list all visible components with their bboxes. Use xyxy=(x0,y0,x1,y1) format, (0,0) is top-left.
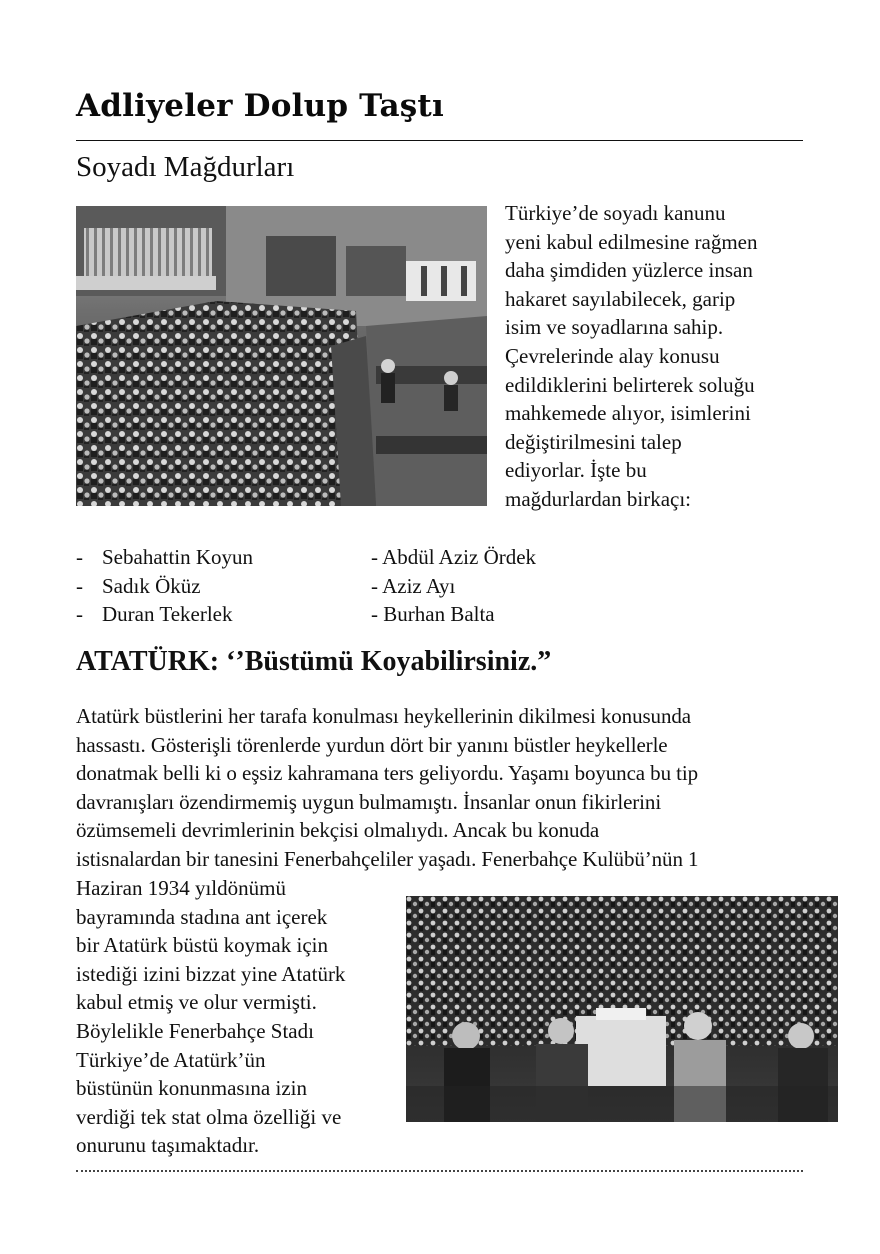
intro-line: Çevrelerinde alay konusu xyxy=(505,343,720,368)
body-line: Böylelikle Fenerbahçe Stadı xyxy=(76,1018,314,1043)
intro-line: yeni kabul edilmesine rağmen xyxy=(505,229,758,254)
list-item xyxy=(76,543,253,572)
list-item xyxy=(371,572,536,601)
body-line: Atatürk büstlerini her tarafa konulması heykellerinin dikilmesi konusunda xyxy=(76,704,691,728)
body-line: özümsemeli devrimlerinin bekçisi olmalıydı. Ancak bu konuda xyxy=(76,818,600,843)
list-dash: - xyxy=(76,573,83,598)
intro-line: Türkiye’de soyadı kanunu xyxy=(505,201,726,225)
list-dash: - xyxy=(76,602,83,626)
body-line: istediği izini bizzat yine Atatürk xyxy=(76,961,346,986)
section-body-top xyxy=(76,702,816,874)
victim-name: - Aziz Ayı xyxy=(371,573,456,598)
intro-line: edildiklerini belirterek soluğu xyxy=(505,372,755,397)
list-item xyxy=(371,543,536,572)
intro-line: mahkemede alıyor, isimlerini xyxy=(505,401,751,426)
body-line: bayramında stadına ant içerek xyxy=(76,904,328,929)
intro-line: mağdurlardan birkaçı: xyxy=(505,486,692,511)
victims-list-left xyxy=(76,543,253,629)
body-line: kabul etmiş ve olur vermişti. xyxy=(76,990,317,1015)
body-line: donatmak belli ki o eşsiz kahramana ters geliyordu. Yaşamı boyunca bu tip xyxy=(76,761,698,786)
body-line: Türkiye’de Atatürk’ün xyxy=(76,1047,266,1072)
bottom-dotted-divider xyxy=(76,1170,803,1172)
list-dash: - xyxy=(76,545,83,569)
body-line: bir Atatürk büstü koymak için xyxy=(76,933,328,958)
body-line: davranışları özendirmemiş uygun bulmamıştı. İnsanlar onun fikirlerini xyxy=(76,789,662,814)
intro-line: değiştirilmesini talep xyxy=(505,429,682,454)
list-item xyxy=(76,572,253,601)
page-title: Adliyeler Dolup Taştı xyxy=(76,88,444,124)
victim-name: Duran Tekerlek xyxy=(102,602,233,626)
list-item xyxy=(371,600,536,629)
victim-name: - Burhan Balta xyxy=(371,602,495,626)
section-heading: ATATÜRK: ‘’Büstümü Koyabilirsiniz.” xyxy=(76,646,552,677)
body-line: büstünün konunmasına izin xyxy=(76,1076,307,1101)
intro-line: hakaret sayılabilecek, garip xyxy=(505,286,736,311)
body-line: verdiği tek stat olma özelliği ve xyxy=(76,1104,342,1129)
list-item xyxy=(76,600,253,629)
intro-line: ediyorlar. İşte bu xyxy=(505,458,647,483)
intro-line: daha şimdiden yüzlerce insan xyxy=(505,258,753,283)
stadium-photo xyxy=(406,896,838,1122)
body-line: Haziran 1934 yıldönümü xyxy=(76,876,286,900)
body-line: hassastı. Gösterişli törenlerde yurdun dört bir yanını büstler heykellerle xyxy=(76,732,668,757)
victim-name: - Abdül Aziz Ördek xyxy=(371,545,537,569)
intro-line: isim ve soyadlarına sahip. xyxy=(505,315,724,340)
title-divider xyxy=(76,140,803,141)
victim-name: Sebahattin Koyun xyxy=(102,545,254,569)
body-line: onurunu taşımaktadır. xyxy=(76,1133,260,1158)
intro-paragraph xyxy=(505,199,805,514)
victims-list-right xyxy=(371,543,536,629)
page-subtitle: Soyadı Mağdurları xyxy=(76,151,295,183)
section-body-left xyxy=(76,874,401,1160)
body-line: istisnalardan bir tanesini Fenerbahçeliler yaşadı. Fenerbahçe Kulübü’nün 1 xyxy=(76,846,699,871)
courtroom-photo xyxy=(76,206,487,506)
victim-name: Sadık Öküz xyxy=(102,573,201,598)
